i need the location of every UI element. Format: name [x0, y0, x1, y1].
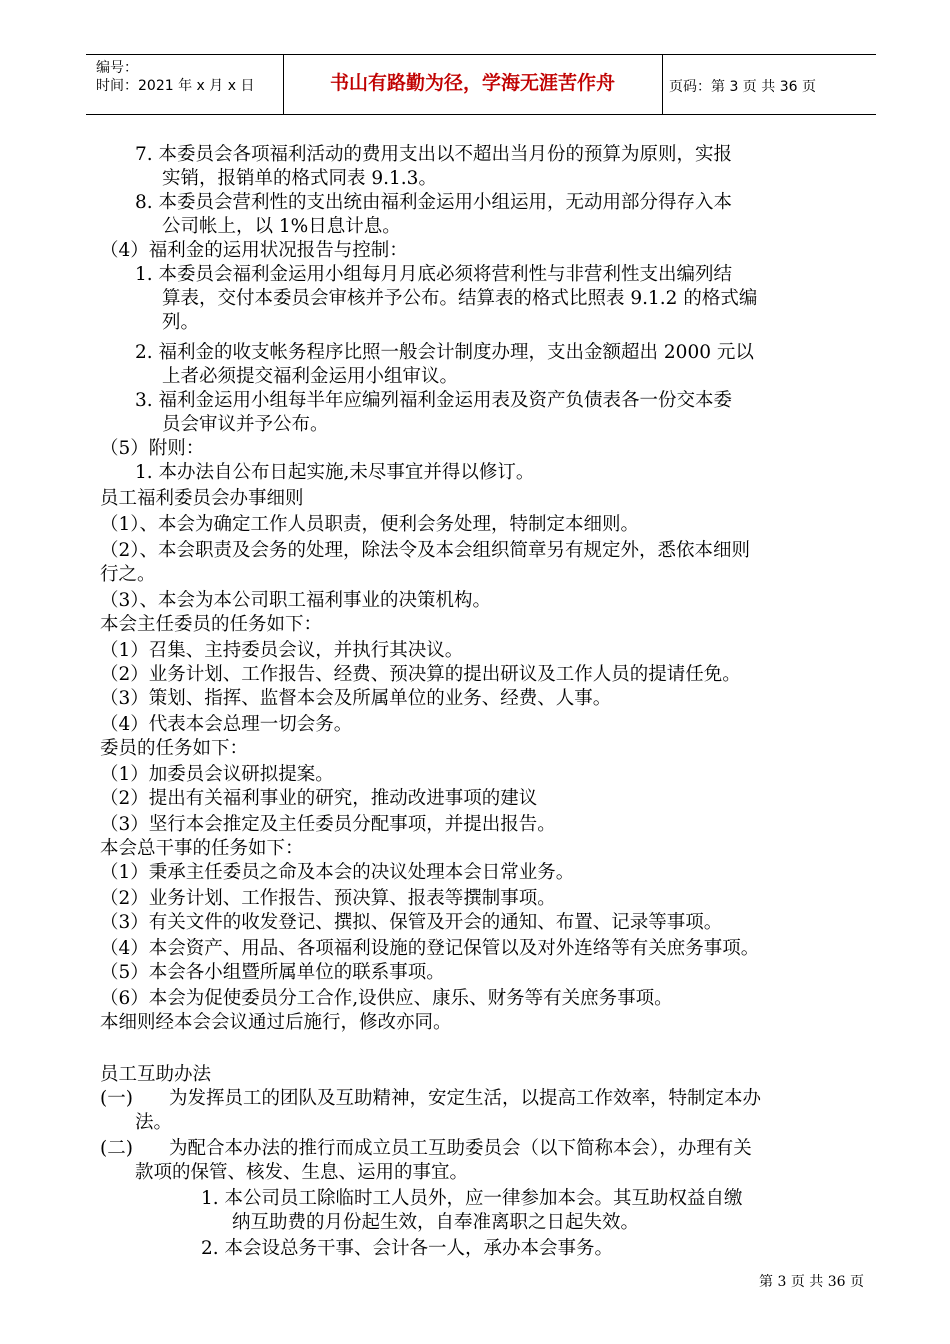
text-line: （2）、本会职责及会务的处理，除法令及本会组织简章另有规定外，悉依本细则 — [100, 540, 751, 561]
text-line: 员会审议并予公布。 — [162, 414, 329, 435]
list-marker: (一) — [100, 1088, 133, 1109]
page-footer: 第 3 页 共 36 页 — [759, 1274, 864, 1290]
header-bottom-rule — [86, 114, 876, 115]
text-line: 8. 本委员会营利性的支出统由福利金运用小组运用，无动用部分得存入本 — [135, 192, 733, 213]
text-line: （3）策划、指挥、监督本会及所属单位的业务、经费、人事。 — [100, 688, 612, 709]
text-line: （2）提出有关福利事业的研究，推动改进事项的建议 — [100, 788, 538, 809]
header-page-label: 页码：第 3 页 共 36 页 — [669, 79, 816, 95]
text-line: 为发挥员工的团队及互助精神，安定生活，以提高工作效率，特制定本办 — [169, 1088, 762, 1109]
text-line: （2）业务计划、工作报告、经费、预决算的提出研议及工作人员的提请任免。 — [100, 664, 741, 685]
text-line: 本会总干事的任务如下： — [100, 838, 304, 859]
text-line: 列。 — [162, 312, 200, 333]
text-line: 7. 本委员会各项福利活动的费用支出以不超出当月份的预算为原则，实报 — [135, 144, 733, 165]
text-line: 款项的保管、核发、生息、运用的事宜。 — [135, 1162, 469, 1183]
header-code-label: 编号： — [96, 60, 138, 76]
text-line: （5）本会各小组暨所属单位的联系事项。 — [100, 962, 445, 983]
list-marker: (二) — [100, 1138, 133, 1159]
text-line: 为配合本办法的推行而成立员工互助委员会（以下简称本会），办理有关 — [169, 1138, 752, 1159]
text-line: （1）加委员会议研拟提案。 — [100, 764, 334, 785]
text-line: （3）、本会为本公司职工福利事业的决策机构。 — [100, 590, 492, 611]
section-heading: （4）福利金的运用状况报告与控制： — [100, 240, 408, 261]
text-line: （4）本会资产、用品、各项福利设施的登记保管以及对外连络等有关庶务事项。 — [100, 938, 760, 959]
text-line: （1）、本会为确定工作人员职责，便利会务处理，特制定本细则。 — [100, 514, 640, 535]
text-line: 行之。 — [100, 564, 156, 585]
text-line: （6）本会为促使委员分工合作,设供应、康乐、财务等有关庶务事项。 — [100, 988, 673, 1009]
text-line: （4）代表本会总理一切会务。 — [100, 714, 353, 735]
section-title: 员工互助办法 — [100, 1064, 212, 1085]
text-line: 本会主任委员的任务如下： — [100, 614, 323, 635]
header-time-label: 时间：2021 年 x 月 x 日 — [96, 78, 255, 94]
text-line: 委员的任务如下： — [100, 738, 249, 759]
text-line: 公司帐上，以 1%日息计息。 — [162, 216, 401, 237]
text-line: 1. 本委员会福利金运用小组每月月底必须将营利性与非营利性支出编列结 — [135, 264, 733, 285]
text-line: 1. 本办法自公布日起实施,未尽事宜并得以修订。 — [135, 462, 535, 483]
text-line: 本细则经本会会议通过后施行，修改亦同。 — [100, 1012, 452, 1033]
text-line: 1. 本公司员工除临时工人员外，应一律参加本会。其互助权益自缴 — [201, 1188, 743, 1209]
text-line: 法。 — [135, 1112, 173, 1133]
header-divider-left — [283, 54, 284, 114]
section-heading: （5）附则： — [100, 438, 205, 459]
header-top-rule — [86, 54, 876, 55]
text-line: 纳互助费的月份起生效，自奉准离职之日起失效。 — [232, 1212, 640, 1233]
section-title: 员工福利委员会办事细则 — [100, 488, 304, 509]
text-line: 2. 福利金的收支帐务程序比照一般会计制度办理，支出金额超出 2000 元以 — [135, 342, 754, 363]
text-line: 实销，报销单的格式同表 9.1.3。 — [162, 168, 437, 189]
text-line: 2. 本会设总务干事、会计各一人，承办本会事务。 — [201, 1238, 614, 1259]
text-line: （1）秉承主任委员之命及本会的决议处理本会日常业务。 — [100, 862, 575, 883]
text-line: （2）业务计划、工作报告、预决算、报表等撰制事项。 — [100, 888, 556, 909]
text-line: 3. 福利金运用小组每半年应编列福利金运用表及资产负债表各一份交本委 — [135, 390, 733, 411]
header-motto: 书山有路勤为径，学海无涯苦作舟 — [329, 72, 615, 94]
text-line: 算表，交付本委员会审核并予公布。结算表的格式比照表 9.1.2 的格式编 — [162, 288, 758, 309]
text-line: （1）召集、主持委员会议，并执行其决议。 — [100, 640, 464, 661]
header-divider-right — [662, 54, 663, 114]
text-line: （3）有关文件的收发登记、撰拟、保管及开会的通知、布置、记录等事项。 — [100, 912, 723, 933]
text-line: （3）坚行本会推定及主任委员分配事项，并提出报告。 — [100, 814, 556, 835]
text-line: 上者必须提交福利金运用小组审议。 — [162, 366, 459, 387]
